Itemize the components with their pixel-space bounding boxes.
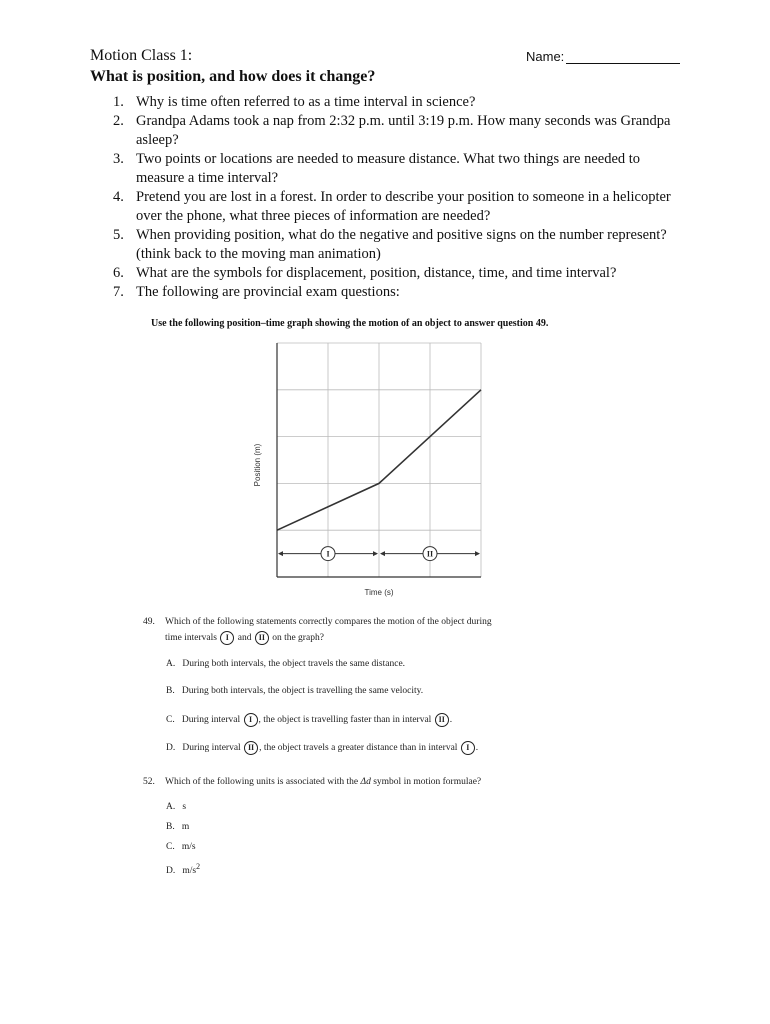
delta-d-symbol: Δd xyxy=(360,777,371,787)
interval-ii-marker: II xyxy=(244,741,258,755)
interval-arrowhead-left xyxy=(278,551,283,556)
question-item: 4. Pretend you are lost in a forest. In order to describe your position to someone in a helicopter over the phone, what three pieces of information are needed? xyxy=(113,189,671,224)
question-item: 6. What are the symbols for displacement, position, distance, time, and time interval? xyxy=(113,265,617,281)
q49-option-a: A. During both intervals, the object travels the same distance. xyxy=(166,659,406,669)
interval-label: II xyxy=(426,549,434,559)
graph-caption: Use the following position–time graph showing the motion of an object to answer question 49. xyxy=(151,318,549,329)
interval-arrowhead-right xyxy=(475,551,480,556)
q49-number: 49. xyxy=(143,617,155,627)
class-title: Motion Class 1: xyxy=(90,47,193,64)
question-item: 7. The following are provincial exam questions: xyxy=(113,284,400,300)
interval-arrowhead-left xyxy=(380,551,385,556)
q52-number: 52. xyxy=(143,777,155,787)
interval-arrowhead-right xyxy=(373,551,378,556)
interval-i-marker: I xyxy=(244,713,258,727)
q49-option-c: C. During interval I , the object is travelling faster than in interval II . xyxy=(166,715,453,726)
q49-stem-line1: Which of the following statements correctly compares the motion of the object during xyxy=(165,617,492,627)
interval-label: I xyxy=(326,549,330,559)
interval-ii-marker: II xyxy=(255,631,269,645)
interval-i-marker: I xyxy=(220,631,234,645)
interval-i-marker: I xyxy=(461,741,475,755)
q49-option-b: B. During both intervals, the object is travelling the same velocity. xyxy=(166,686,424,696)
position-time-graph xyxy=(230,335,500,600)
q49-stem-line2: time intervals I and II on the graph? xyxy=(165,633,324,644)
q49-option-d: D. During interval II , the object travels a greater distance than in interval I . xyxy=(166,743,479,754)
question-item: 1. Why is time often referred to as a time interval in science? xyxy=(113,94,476,110)
question-item: 5. When providing position, what do the negative and positive signs on the number represent? (think back to the moving man animation) xyxy=(113,227,667,262)
interval-ii-marker: II xyxy=(435,713,449,727)
name-label: Name: xyxy=(526,49,565,64)
x-axis-label: Time (s) xyxy=(364,588,394,597)
q52-option-d: D. $m/s^2$ xyxy=(166,862,201,877)
q52-option-b: B. m xyxy=(166,822,190,832)
q52-stem: Which of the following units is associated with the Δd symbol in motion formulae? xyxy=(165,777,482,787)
y-axis-label: Position (m) xyxy=(253,443,262,487)
q52-option-c: C. m/s xyxy=(166,842,196,852)
page-heading: What is position, and how does it change? xyxy=(90,68,376,85)
name-blank-line xyxy=(566,63,680,64)
question-item: 3. Two points or locations are needed to measure distance. What two things are needed to measure a time interval? xyxy=(113,151,641,186)
question-item: 2. Grandpa Adams took a nap from 2:32 p.m. until 3:19 p.m. How many seconds was Grandpa asleep? xyxy=(113,113,671,148)
question-list xyxy=(113,93,683,302)
q52-option-a: A. s xyxy=(166,802,187,812)
